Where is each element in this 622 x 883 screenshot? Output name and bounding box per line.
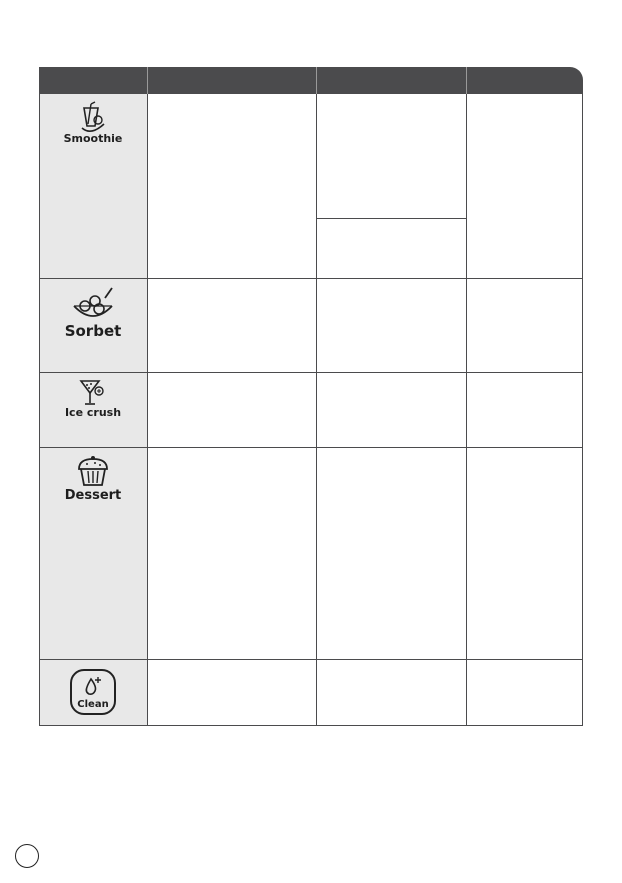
page-number-circle [15, 844, 39, 868]
table-row-ice-crush [39, 379, 147, 419]
program-label: Ice crush [64, 406, 122, 419]
ice-crush-icon [77, 379, 109, 407]
dessert-icon [75, 455, 111, 487]
table-row-dessert [39, 455, 147, 503]
program-table [39, 67, 583, 726]
sorbet-icon [70, 286, 116, 322]
program-label: Dessert [64, 488, 122, 503]
table-header [39, 67, 583, 94]
table-row-sorbet [39, 286, 147, 340]
header-cell-1 [39, 67, 147, 94]
program-label: Sorbet [64, 322, 122, 340]
header-cell-4 [467, 67, 583, 94]
clean-icon [70, 669, 116, 715]
header-cell-3 [317, 67, 466, 94]
header-cell-2 [148, 67, 316, 94]
program-label: Smoothie [63, 132, 123, 145]
table-row-smoothie [39, 100, 147, 145]
program-label: Clean [77, 699, 109, 710]
table-row-clean [39, 669, 147, 715]
smoothie-icon [76, 100, 110, 134]
